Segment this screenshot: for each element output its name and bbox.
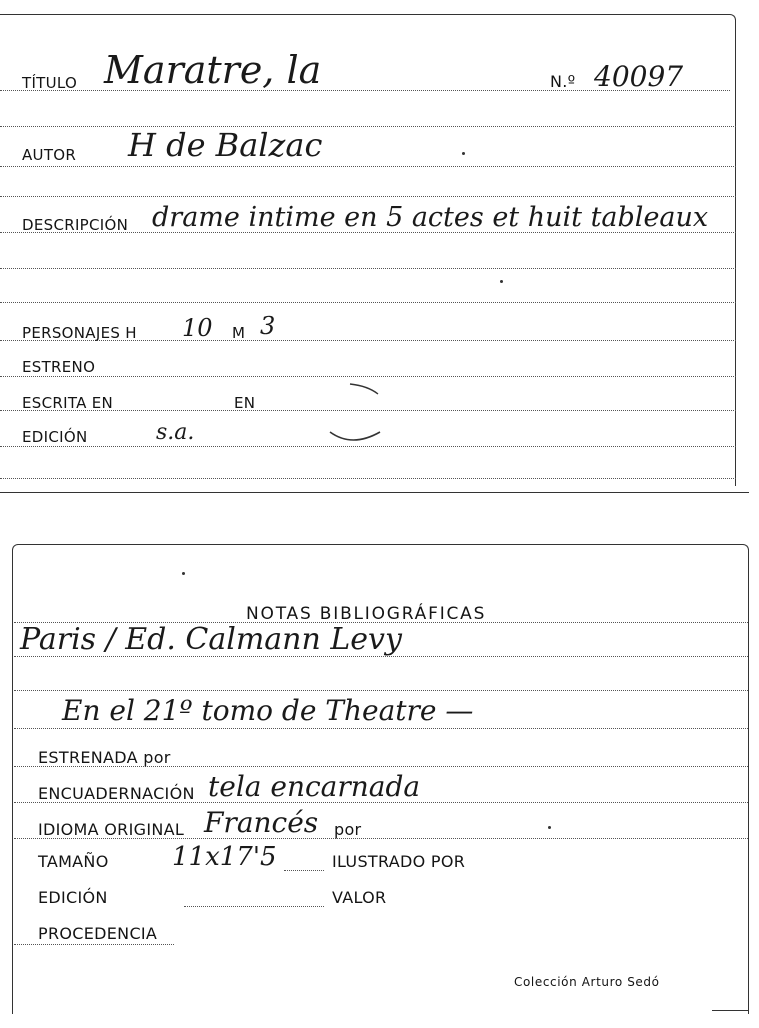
autor-label: AUTOR	[22, 146, 77, 164]
note-line-2	[14, 728, 748, 729]
note-line2-value: En el 21º tomo de Theatre —	[62, 694, 474, 727]
punch-hole-mark	[320, 376, 390, 452]
encuadernacion-label: ENCUADERNACIÓN	[38, 784, 195, 803]
notas-heading: NOTAS BIBLIOGRÁFICAS	[246, 604, 487, 624]
procedencia-dots	[14, 944, 174, 945]
edicion-back-dots	[184, 906, 324, 907]
personajes-label: PERSONAJES H	[22, 324, 137, 342]
escrita-label: ESCRITA EN	[22, 394, 114, 412]
numero-label: N.º	[550, 72, 576, 91]
idioma-label: IDIOMA ORIGINAL	[38, 820, 185, 839]
tamano-dots	[284, 870, 324, 871]
punch-hole-arc-top	[350, 384, 378, 394]
titulo-label: TÍTULO	[22, 74, 78, 92]
descripcion-label: DESCRIPCIÓN	[22, 216, 129, 234]
autor-value: H de Balzac	[128, 126, 323, 164]
ink-dot	[182, 572, 185, 575]
ink-dot	[548, 826, 551, 829]
tamano-value: 11x17'5	[172, 842, 277, 872]
idioma-value: Francés	[204, 806, 319, 839]
edicion-back-label: EDICIÓN	[38, 888, 108, 907]
ruled-line	[14, 690, 748, 691]
estrenada-label: ESTRENADA por	[38, 748, 171, 767]
procedencia-label: PROCEDENCIA	[38, 924, 158, 943]
autor-line	[0, 166, 736, 167]
ruled-line	[0, 268, 736, 269]
ilustrado-label: ILUSTRADO POR	[332, 852, 466, 871]
ruled-line	[0, 302, 736, 303]
ink-dot	[500, 280, 503, 283]
ink-dot	[462, 152, 465, 155]
edicion-value: s.a.	[156, 420, 195, 445]
personajes-m-value: 3	[260, 312, 276, 340]
ruled-line	[0, 478, 736, 479]
por-label: por	[334, 820, 362, 839]
encuadernacion-value: tela encarnada	[208, 770, 421, 803]
personajes-h-value: 10	[182, 314, 213, 342]
personajes-m-label: M	[232, 324, 246, 342]
note-line1-value: Paris / Ed. Calmann Levy	[20, 622, 402, 657]
en-label: EN	[234, 394, 256, 412]
valor-label: VALOR	[332, 888, 387, 907]
titulo-value: Maratre, la	[104, 48, 322, 92]
punch-hole-arc-bottom	[330, 432, 380, 440]
ruled-line	[0, 126, 736, 127]
edicion-label: EDICIÓN	[22, 428, 88, 446]
tamano-label: TAMAÑO	[38, 852, 109, 871]
card-front-bottom-edge	[0, 492, 749, 493]
coleccion-label: Colección Arturo Sedó	[514, 975, 660, 989]
descripcion-value: drame intime en 5 actes et huit tableaux	[152, 202, 709, 233]
ruled-line	[0, 196, 736, 197]
numero-value: 40097	[594, 60, 684, 93]
card-back-bottom-mark	[712, 1010, 748, 1011]
estreno-label: ESTRENO	[22, 358, 96, 376]
